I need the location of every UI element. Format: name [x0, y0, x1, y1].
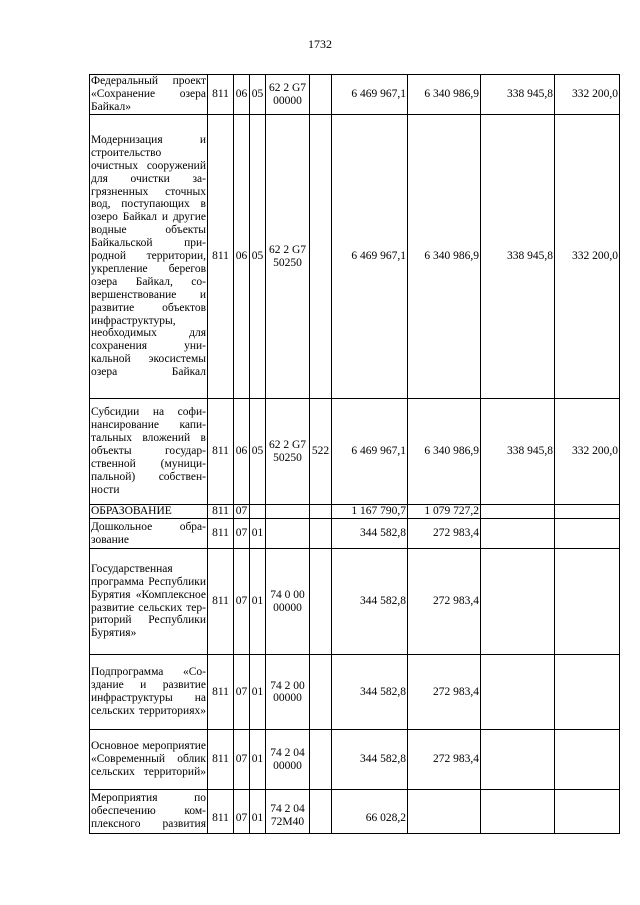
row-value-2: 6 340 986,9 — [408, 399, 481, 505]
row-vr — [310, 730, 332, 790]
row-value-1: 344 582,8 — [332, 655, 408, 730]
row-csr: 62 2 G7 50250 — [266, 399, 310, 505]
row-vr: 522 — [310, 399, 332, 505]
row-value-4 — [555, 655, 620, 730]
row-value-3 — [481, 549, 555, 655]
row-grbs: 811 — [208, 549, 234, 655]
row-rz: 06 — [234, 75, 250, 115]
row-value-1: 344 582,8 — [332, 549, 408, 655]
row-name: Основное мероприятие «Современный облик сельских территорий» — [90, 730, 208, 790]
row-csr: 74 2 00 00000 — [266, 655, 310, 730]
row-value-1: 344 582,8 — [332, 730, 408, 790]
row-name: Модернизация и строительство очистных сооружений для очистки загрязненных сточных вод, поступающих в озеро Байкал и другие водные объекты Байкальской природной территории, укрепление берегов озера Байкал, совершенствование и развитие объектов инфраструктуры, необходимых для сохранения уникальной экосистемы озера Байкал — [90, 115, 208, 399]
row-grbs: 811 — [208, 75, 234, 115]
table-row — [90, 115, 620, 399]
row-value-3: 338 945,8 — [481, 115, 555, 399]
row-value-1: 344 582,8 — [332, 519, 408, 549]
row-vr — [310, 790, 332, 834]
row-value-3 — [481, 730, 555, 790]
row-value-4 — [555, 549, 620, 655]
row-pr: 05 — [250, 75, 266, 115]
row-vr — [310, 655, 332, 730]
row-csr: 74 0 00 00000 — [266, 549, 310, 655]
table-row — [90, 519, 620, 549]
row-csr — [266, 519, 310, 549]
row-value-1: 66 028,2 — [332, 790, 408, 834]
row-value-4: 332 200,0 — [555, 75, 620, 115]
row-value-3: 338 945,8 — [481, 399, 555, 505]
row-value-4 — [555, 505, 620, 519]
row-pr: 01 — [250, 519, 266, 549]
row-value-4: 332 200,0 — [555, 115, 620, 399]
row-value-1: 6 469 967,1 — [332, 399, 408, 505]
row-value-4 — [555, 790, 620, 834]
table-row — [90, 790, 620, 834]
row-rz: 07 — [234, 519, 250, 549]
row-csr: 74 2 04 00000 — [266, 730, 310, 790]
row-value-2: 1 079 727,2 — [408, 505, 481, 519]
row-value-2: 272 983,4 — [408, 519, 481, 549]
table-row — [90, 730, 620, 790]
row-rz: 07 — [234, 655, 250, 730]
row-value-2: 272 983,4 — [408, 549, 481, 655]
row-rz: 07 — [234, 549, 250, 655]
row-csr: 62 2 G7 00000 — [266, 75, 310, 115]
row-value-3 — [481, 505, 555, 519]
row-value-3 — [481, 790, 555, 834]
row-value-1: 1 167 790,7 — [332, 505, 408, 519]
row-rz: 07 — [234, 505, 250, 519]
table-row — [90, 655, 620, 730]
table-row — [90, 399, 620, 505]
row-grbs: 811 — [208, 519, 234, 549]
row-value-2: 272 983,4 — [408, 655, 481, 730]
row-vr — [310, 519, 332, 549]
row-csr — [266, 505, 310, 519]
row-value-3: 338 945,8 — [481, 75, 555, 115]
row-name: ОБРАЗОВАНИЕ — [90, 505, 208, 519]
row-vr — [310, 505, 332, 519]
table-row — [90, 505, 620, 519]
row-pr: 05 — [250, 115, 266, 399]
table-row — [90, 549, 620, 655]
row-pr — [250, 505, 266, 519]
row-vr — [310, 75, 332, 115]
row-name: Дошкольное образование — [90, 519, 208, 549]
row-grbs: 811 — [208, 505, 234, 519]
row-vr — [310, 115, 332, 399]
budget-table — [89, 74, 620, 834]
row-name: Мероприятия по обеспечению комплексного развития — [90, 790, 208, 834]
row-name: Субсидии на софинансирование капитальных вложений в объекты государственной (муниципальной) собственности — [90, 399, 208, 505]
row-grbs: 811 — [208, 399, 234, 505]
row-pr: 05 — [250, 399, 266, 505]
row-rz: 07 — [234, 730, 250, 790]
table-row — [90, 75, 620, 115]
row-csr: 62 2 G7 50250 — [266, 115, 310, 399]
row-value-4 — [555, 519, 620, 549]
row-value-2 — [408, 790, 481, 834]
row-value-2: 6 340 986,9 — [408, 75, 481, 115]
row-name: Федеральный проект «Сохранение озера Байкал» — [91, 75, 206, 113]
row-name: Государственная программа Республики Бурятия «Комплексное развитие сельских территорий Республики Бурятия» — [90, 549, 208, 655]
row-grbs: 811 — [208, 655, 234, 730]
row-value-2: 272 983,4 — [408, 730, 481, 790]
row-value-2: 6 340 986,9 — [408, 115, 481, 399]
row-csr: 74 2 04 72M40 — [266, 790, 310, 834]
row-vr — [310, 549, 332, 655]
row-grbs: 811 — [208, 730, 234, 790]
row-pr: 01 — [250, 549, 266, 655]
row-value-1: 6 469 967,1 — [332, 75, 408, 115]
row-rz: 07 — [234, 790, 250, 834]
row-grbs: 811 — [208, 115, 234, 399]
row-pr: 01 — [250, 655, 266, 730]
row-grbs: 811 — [208, 790, 234, 834]
page-number: 1732 — [308, 37, 332, 51]
row-value-1: 6 469 967,1 — [332, 115, 408, 399]
row-pr: 01 — [250, 790, 266, 834]
row-value-4: 332 200,0 — [555, 399, 620, 505]
row-value-3 — [481, 519, 555, 549]
row-rz: 06 — [234, 399, 250, 505]
row-rz: 06 — [234, 115, 250, 399]
row-value-3 — [481, 655, 555, 730]
row-pr: 01 — [250, 730, 266, 790]
row-value-4 — [555, 730, 620, 790]
row-name: Подпрограмма «Создание и развитие инфраструктуры на сельских территориях» — [90, 655, 208, 730]
